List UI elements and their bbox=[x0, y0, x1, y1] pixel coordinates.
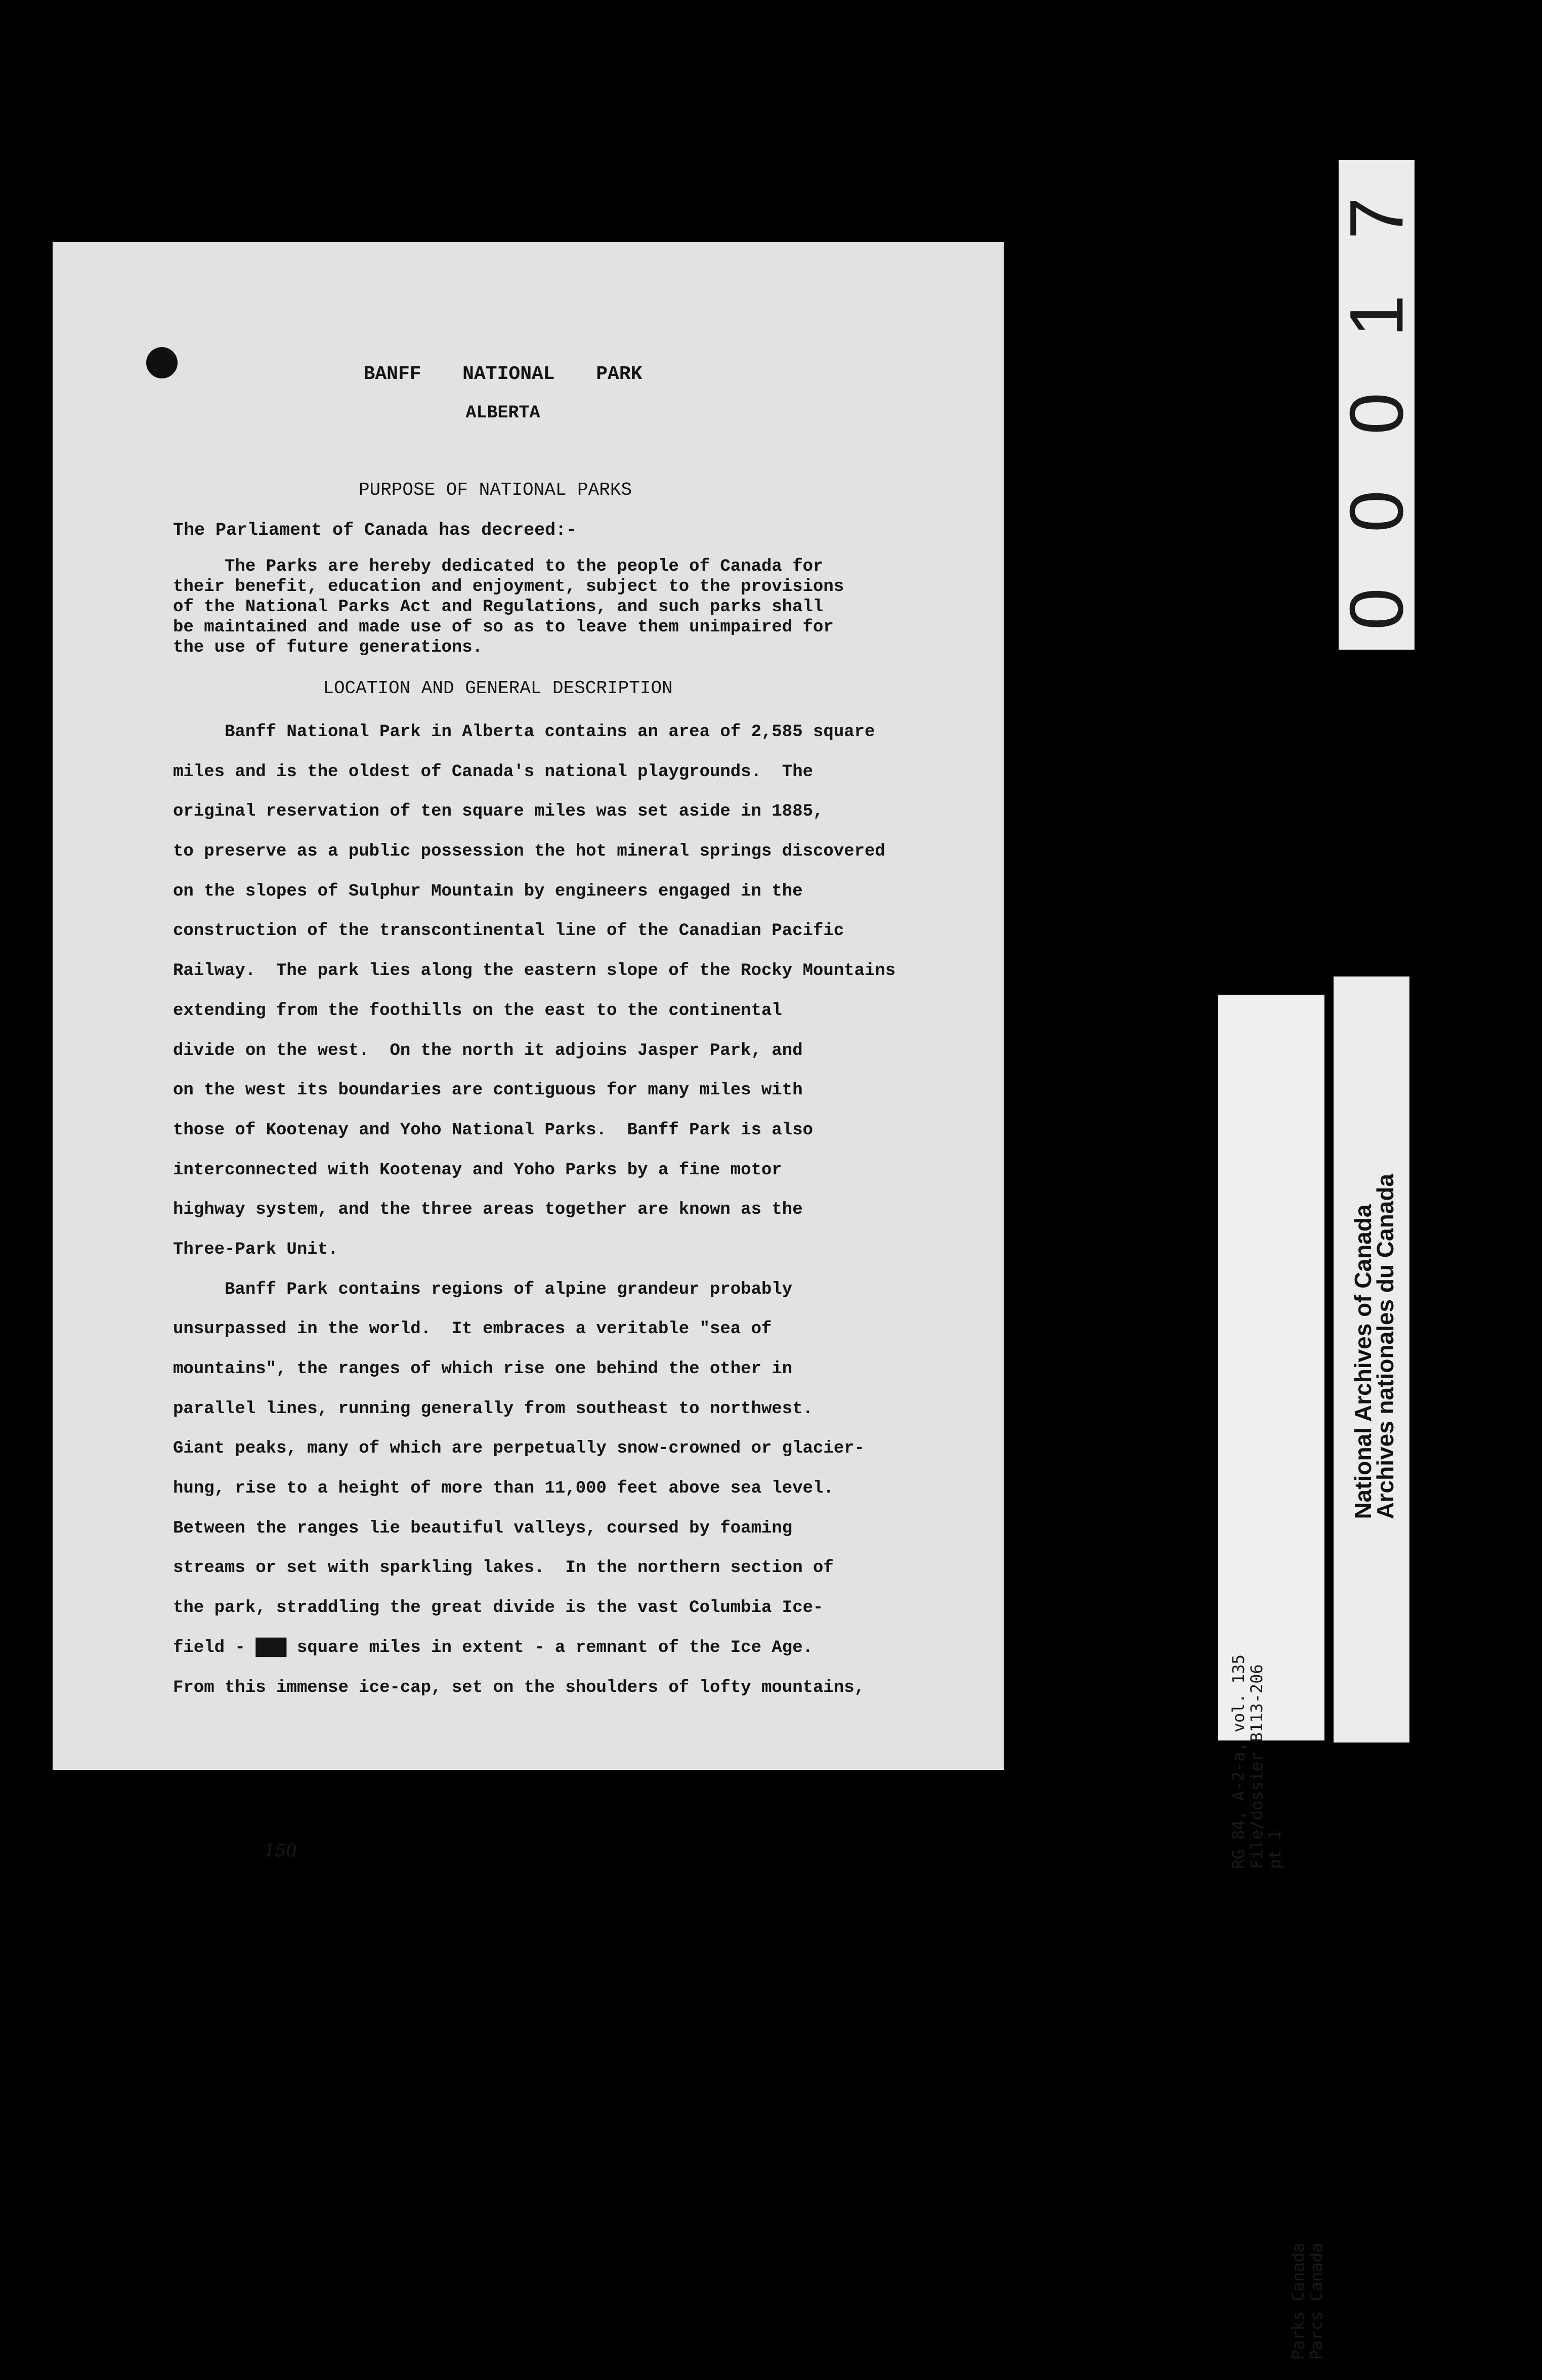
body-line: extending from the foothills on the east to the continental bbox=[173, 1001, 782, 1021]
quote-line: of the National Parks Act and Regulations, and such parks shall bbox=[173, 598, 824, 617]
handwritten-correction: 150 bbox=[264, 1841, 297, 1861]
archive-label bbox=[1334, 976, 1409, 1742]
agency-lines bbox=[1289, 2243, 1325, 2360]
body-line: construction of the transcontinental line of the Canadian Pacific bbox=[173, 921, 844, 941]
body-line: divide on the west. On the north it adjoins Jasper Park, and bbox=[173, 1041, 803, 1060]
body-line: Banff Park contains regions of alpine grandeur probably bbox=[173, 1280, 793, 1299]
document-title: BANFF NATIONAL PARK bbox=[363, 363, 642, 385]
quote-line: the use of future generations. bbox=[173, 638, 483, 657]
agency-line: Parks Canada bbox=[1289, 2242, 1308, 2360]
location-heading: LOCATION AND GENERAL DESCRIPTION bbox=[323, 678, 673, 699]
body-line: mountains", the ranges of which rise one behind the other in bbox=[173, 1359, 793, 1379]
body-line: on the slopes of Sulphur Mountain by engineers engaged in the bbox=[173, 881, 803, 901]
body-line: on the west its boundaries are contiguous for many miles with bbox=[173, 1081, 803, 1100]
reference-label-content bbox=[1218, 1634, 1324, 2380]
body-line: Three-Park Unit. bbox=[173, 1240, 338, 1259]
quote-line: their benefit, education and enjoyment, subject to the provisions bbox=[173, 577, 844, 597]
reference-line: pt 1 bbox=[1265, 1830, 1284, 1869]
body-line: field - ███ square miles in extent - a remnant of the Ice Age. bbox=[173, 1638, 813, 1658]
body-line: Between the ranges lie beautiful valleys, coursed by foaming bbox=[173, 1518, 793, 1538]
body-line: the park, straddling the great divide is the vast Columbia Ice- bbox=[173, 1598, 824, 1618]
reference-lines bbox=[1229, 1654, 1284, 1869]
quote-line: be maintained and made use of so as to leave them unimpaired for bbox=[173, 618, 834, 637]
decree-intro: The Parliament of Canada has decreed:- bbox=[173, 520, 577, 540]
body-line: hung, rise to a height of more than 11,000 feet above sea level. bbox=[173, 1479, 834, 1499]
frame-number-strip bbox=[1334, 160, 1419, 650]
purpose-heading: PURPOSE OF NATIONAL PARKS bbox=[358, 480, 632, 500]
body-line: Railway. The park lies along the eastern slope of the Rocky Mountains bbox=[173, 961, 896, 981]
archive-line-fr: Archives nationales du Canada bbox=[1372, 1174, 1398, 1519]
body-line: streams or set with sparkling lakes. In the northern section of bbox=[173, 1558, 834, 1578]
body-line: miles and is the oldest of Canada's national playgrounds. The bbox=[173, 762, 813, 782]
archive-label-content bbox=[1334, 976, 1409, 1742]
body-line: highway system, and the three areas together are known as the bbox=[173, 1200, 803, 1220]
reference-line: File/dossier B113-206 bbox=[1247, 1664, 1266, 1869]
body-line: original reservation of ten square miles was set aside in 1885, bbox=[173, 802, 824, 822]
document-page bbox=[53, 242, 1004, 1861]
body-line: those of Kootenay and Yoho National Parks. Banff Park is also bbox=[173, 1120, 813, 1140]
body-text bbox=[173, 712, 1013, 1708]
reference-line: RG 84, A-2-a, vol. 135 bbox=[1229, 1654, 1248, 1869]
agency-line: Parcs Canada bbox=[1307, 2242, 1326, 2360]
archive-line-en: National Archives of Canada bbox=[1350, 1204, 1376, 1519]
quote-line: The Parks are hereby dedicated to the people of Canada for bbox=[173, 557, 824, 576]
body-line: Banff National Park in Alberta contains an area of 2,585 square bbox=[173, 722, 875, 742]
frame-number: 0 0 0 1 7 bbox=[1334, 180, 1419, 630]
body-line: unsurpassed in the world. It embraces a veritable "sea of bbox=[173, 1320, 772, 1339]
decree-quote bbox=[173, 557, 982, 658]
body-line: parallel lines, running generally from southeast to northwest. bbox=[173, 1399, 813, 1419]
body-line: to preserve as a public possession the hot mineral springs discovered bbox=[173, 842, 885, 862]
reference-label bbox=[1218, 995, 1326, 2360]
body-line: From this immense ice-cap, set on the shoulders of lofty mountains, bbox=[173, 1678, 865, 1697]
document-subtitle: ALBERTA bbox=[465, 403, 540, 423]
body-line: interconnected with Kootenay and Yoho Parks by a fine motor bbox=[173, 1160, 782, 1180]
archive-lines bbox=[1352, 1174, 1396, 1519]
body-line: Giant peaks, many of which are perpetually snow-crowned or glacier- bbox=[173, 1439, 865, 1459]
